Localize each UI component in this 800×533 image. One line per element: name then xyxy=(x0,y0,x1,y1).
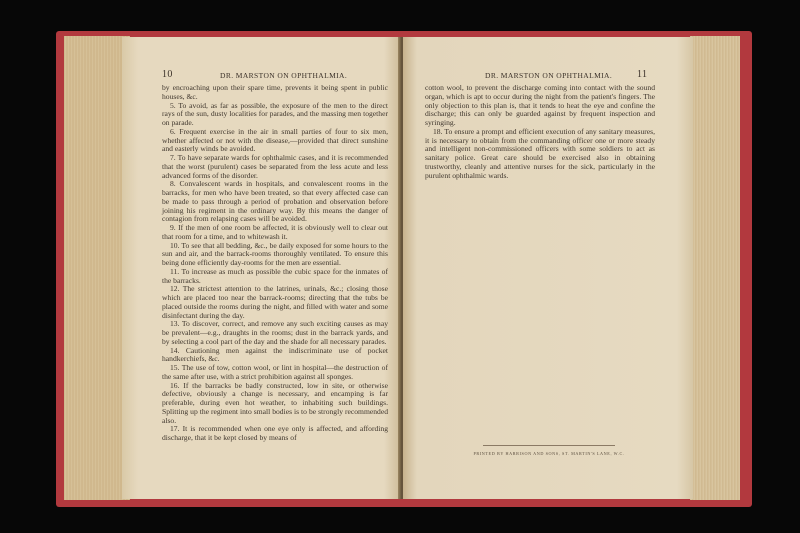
paragraph: 11. To increase as much as possible the cubic space for the inmates of the barracks. xyxy=(162,266,388,285)
paragraph: 13. To discover, correct, and remove any such exciting causes as may be prevalent—e.g., draughts in the rooms; dust in the barrack yards, and by selecting a cool part of the day and the shade for all necessary parades. xyxy=(162,319,388,346)
paragraph: 12. The strictest attention to the latrines, urinals, &c.; closing those which are placed too near the barrack-rooms; directing that the tubs be placed outside the rooms during the night, and filled with water and some disinfectant during the day. xyxy=(162,284,388,320)
left-page xyxy=(122,37,401,499)
imprint-rule xyxy=(483,445,615,446)
paragraph: 10. To see that all bedding, &c., be daily exposed for some hours to the sun and air, and the barrack-rooms thoroughly ventilated. To ensure this being done efficiently day-rooms for the men are essential. xyxy=(162,240,388,267)
paragraph: 16. If the barracks be badly constructed, low in site, or otherwise defective, obviously a change is necessary, and encamping is far preferable, during even hot weather, to inhabiting such buildings. Splitting up the regiment into small bodies is to be strongly recommended also. xyxy=(162,380,388,425)
right-page-text xyxy=(425,84,655,180)
left-page-text xyxy=(162,84,388,443)
paragraph: 17. It is recommended when one eye only is affected, and affording discharge, that it be kept closed by means of xyxy=(162,424,388,442)
paragraph: 7. To have separate wards for ophthalmic cases, and it is recommended that the worst (purulent) cases be separated from the less acute and less advanced forms of the disorder. xyxy=(162,153,388,180)
page-number: 11 xyxy=(637,69,648,80)
paragraph: 6. Frequent exercise in the air in small parties of four to six men, whether affected or not with the disease,—provided that direct sunshine and easterly winds be avoided. xyxy=(162,126,388,154)
right-page xyxy=(403,37,693,499)
page-number: 10 xyxy=(162,69,173,80)
printer-imprint: PRINTED BY HARRISON AND SONS, ST. MARTIN'S LANE, W.C. xyxy=(473,451,625,456)
paragraph: 8. Convalescent wards in hospitals, and convalescent rooms in the barracks, for men who have been treated, so that every affected case can be made to pass through a period of probation and observation before joining his regiment in the ordinary way. By this means the danger of contagion from relapsing cases will be avoided. xyxy=(162,179,388,224)
paragraph: by encroaching upon their spare time, prevents it being spent in public houses, &c. xyxy=(162,83,388,101)
paragraph: 9. If the men of one room be affected, it is obviously well to clear out that room for a time, and to whitewash it. xyxy=(162,223,388,241)
running-title: DR. MARSTON ON OPHTHALMIA. xyxy=(485,71,613,80)
page-edges-left xyxy=(64,36,130,500)
paragraph: 5. To avoid, as far as possible, the exposure of the men to the direct rays of the sun, dusty localities for parades, and the massing men together on parade. xyxy=(162,100,388,127)
paragraph: cotton wool, to prevent the discharge coming into contact with the sound organ, which is apt to occur during the night from the patient's fingers. The only objection to this plan is, that it tends to heat the eye and confine the discharge; this can only be guarded against by frequent inspection and syringing. xyxy=(425,83,655,127)
running-title: DR. MARSTON ON OPHTHALMIA. xyxy=(220,71,348,80)
paragraph: 14. Cautioning men against the indiscriminate use of pocket handkerchiefs, &c. xyxy=(162,345,388,364)
paragraph: 18. To ensure a prompt and efficient execution of any sanitary measures, it is necessary to obtain from the commanding officer one or more steady and intelligent non-commissioned officers with some soldiers to act as sanitary police. Great care should be exercised also in obtaining trustworthy, cleanly and attentive nurses for the sick, particularly in the purulent ophthalmic wards. xyxy=(425,126,655,180)
paragraph: 15. The use of tow, cotton wool, or lint in hospital—the destruction of the same after use, with a strict prohibition against all sponges. xyxy=(162,363,388,381)
page-edges-right xyxy=(690,36,740,500)
